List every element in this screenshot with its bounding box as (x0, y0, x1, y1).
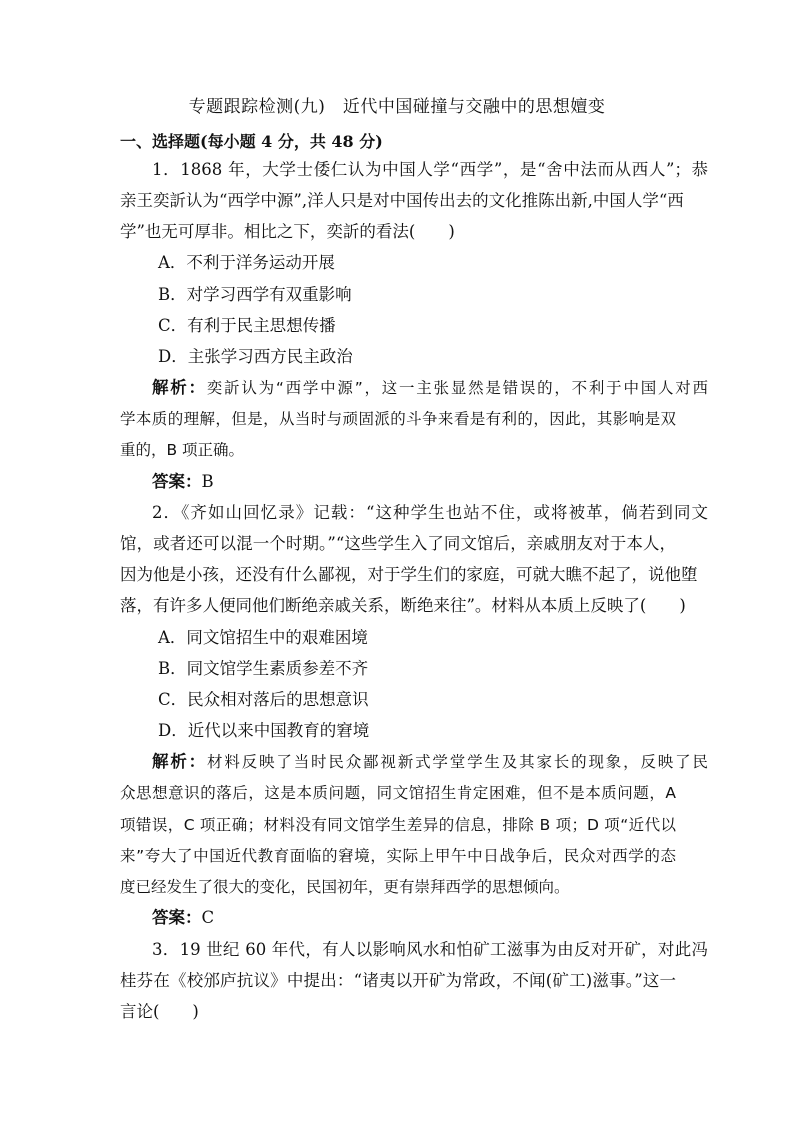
question-1-stem-line-2: 亲王奕訢认为“西学中源”,洋人只是对中国传出去的文化推陈出新,中国人学“西 (120, 191, 684, 210)
page-title: 专题跟踪检测(九) 近代中国碰撞与交融中的思想嬗变 (188, 97, 606, 117)
question-1-option-d: D．主张学习西方民主政治 (158, 347, 353, 366)
question-2-analysis-line-1: 解析：材料反映了当时民众鄙视新式学堂学生及其家长的现象，反映了民 (152, 752, 708, 771)
question-3-stem-line-2: 桂芬在《校邠庐抗议》中提出：“诸夷以开矿为常政，不闻(矿工)滋事。”这一 (120, 971, 676, 990)
question-1-option-c: C．有利于民主思想传播 (158, 316, 336, 335)
analysis-label: 解析： (152, 378, 207, 397)
question-2-option-a: A．同文馆招生中的艰难困境 (158, 628, 368, 647)
question-1-option-b: B．对学习西学有双重影响 (158, 285, 352, 304)
section-header: 一、选择题(每小题 4 分，共 48 分) (120, 132, 383, 151)
question-3-stem-line-3: 言论( ) (120, 1002, 199, 1021)
question-2-analysis-line-2: 众思想意识的落后，这是本质问题，同文馆招生肯定困难，但不是本质问题，A (120, 784, 676, 802)
question-1-option-a: A．不利于洋务运动开展 (158, 253, 335, 272)
question-2-stem-line-2: 馆，或者还可以混一个时期。”“这些学生入了同文馆后，亲戚朋友对于本人， (120, 534, 676, 553)
question-3-stem-line-1: 3．19 世纪 60 年代，有人以影响风水和怕矿工滋事为由反对开矿，对此冯 (152, 940, 708, 959)
question-1-analysis-line-3: 重的，B 项正确。 (120, 441, 245, 459)
question-2-analysis-line-3: 项错误，C 项正确；材料没有同文馆学生差异的信息，排除 B 项；D 项“近代以 (120, 816, 676, 834)
analysis-label: 解析： (152, 752, 208, 771)
question-1-stem-line-3: 学”也无可厚非。相比之下，奕訢的看法( ) (120, 222, 455, 241)
question-2-stem-line-4: 落，有许多人便同他们断绝亲戚关系，断绝来往”。材料从本质上反映了( ) (120, 596, 686, 615)
question-1-answer: 答案：B (152, 472, 214, 491)
question-2-stem-line-3: 因为他是小孩，还没有什么鄙视，对于学生们的家庭，可就大瞧不起了，说他堕 (120, 565, 698, 584)
question-2-option-d: D．近代以来中国教育的窘境 (158, 721, 370, 740)
question-1-analysis-line-1: 解析：奕訢认为“西学中源”，这一主张显然是错误的，不利于中国人对西 (152, 378, 709, 397)
question-1-stem-line-1: 1．1868 年，大学士倭仁认为中国人学“西学”，是“舍中法而从西人”；恭 (152, 160, 708, 179)
question-2-option-b: B．同文馆学生素质参差不齐 (158, 659, 369, 678)
question-2-option-c: C．民众相对落后的思想意识 (158, 690, 369, 709)
question-2-stem-line-1: 2．《齐如山回忆录》记载：“这种学生也站不住，或将被革，倘若到同文 (152, 503, 708, 522)
question-2-analysis-line-4: 来”夸大了中国近代教育面临的窘境，实际上甲午中日战争后，民众对西学的态 (120, 847, 676, 865)
question-2-answer: 答案：C (152, 908, 215, 927)
question-2-analysis-line-5: 度已经发生了很大的变化，民国初年，更有崇拜西学的思想倾向。 (120, 878, 570, 896)
question-1-analysis-line-2: 学本质的理解，但是，从当时与顽固派的斗争来看是有利的，因此，其影响是双 (120, 410, 676, 428)
